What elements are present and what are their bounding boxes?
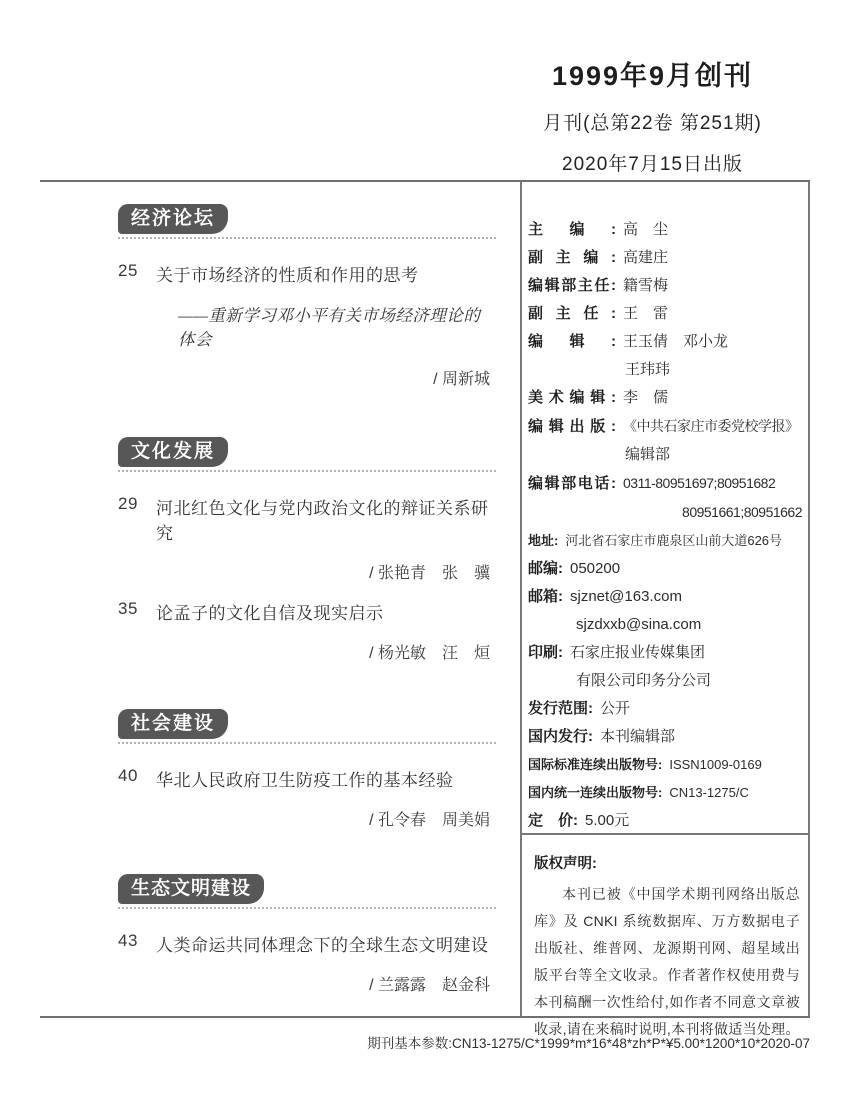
masthead-label: 国际标准连续出版物号: — [528, 757, 663, 772]
article-authors: / 周新城 — [433, 371, 490, 388]
main-frame — [40, 180, 810, 1037]
masthead-value: sjznet@163.com — [570, 588, 682, 605]
masthead-value: 编辑部 — [625, 446, 671, 463]
toc-section-economy — [118, 204, 496, 389]
masthead-row-continuation — [528, 667, 806, 695]
masthead-label: 副主编: — [528, 249, 616, 266]
masthead-row — [528, 779, 806, 807]
masthead-label: 国内发行: — [528, 728, 593, 745]
masthead-row — [528, 328, 806, 356]
masthead-value: 有限公司印务分公司 — [576, 672, 712, 689]
masthead-value: 0311-80951697;80951682 — [623, 475, 776, 491]
section-badge: 经济论坛 — [118, 204, 228, 234]
article-subtitle: ——重新学习邓小平有关市场经济理论的体会 — [178, 306, 481, 349]
section-badge: 生态文明建设 — [118, 874, 264, 904]
dotted-rule — [118, 907, 496, 909]
masthead-row-continuation — [528, 441, 806, 469]
masthead-row — [528, 751, 806, 779]
masthead-value: 王玮玮 — [625, 361, 671, 378]
masthead-label: 定 价: — [528, 812, 578, 829]
toc-column — [40, 182, 520, 1016]
masthead-row — [528, 272, 806, 300]
article-authors: / 杨光敏 汪 烜 — [369, 645, 490, 662]
masthead-value: 石家庄报业传媒集团 — [570, 644, 706, 661]
masthead-label: 副主任: — [528, 305, 616, 322]
masthead-label: 主编: — [528, 221, 616, 238]
article-title: 论孟子的文化自信及现实启示 — [156, 604, 384, 623]
article-title: 河北红色文化与党内政治文化的辩证关系研究 — [156, 499, 489, 543]
masthead-row — [528, 469, 806, 498]
masthead-label: 编辑: — [528, 333, 616, 350]
toc-section-ecology — [118, 874, 496, 995]
section-badge: 社会建设 — [118, 709, 228, 739]
section-badge: 文化发展 — [118, 437, 228, 467]
article-title: 人类命运共同体理念下的全球生态文明建设 — [156, 936, 489, 955]
masthead-row-continuation — [528, 611, 806, 639]
toc-section-society — [118, 709, 496, 830]
journal-parameters-line: 期刊基本参数:CN13-1275/C*1999*m*16*48*zh*P*¥5.00*1200*10*2020-07 — [367, 1036, 810, 1051]
masthead-value: 本刊编辑部 — [600, 728, 676, 745]
masthead-value: 王玉倩 邓小龙 — [623, 333, 729, 350]
page-number: 40 — [118, 766, 138, 785]
masthead-row-continuation — [528, 498, 806, 527]
copyright-notice — [522, 833, 808, 1043]
page-number: 29 — [118, 494, 138, 513]
publish-date-line: 2020年7月15日出版 — [562, 154, 743, 175]
toc-entry — [118, 766, 496, 791]
masthead-row — [528, 527, 806, 555]
toc-entry — [118, 494, 496, 544]
masthead-row — [528, 807, 806, 835]
article-title: 关于市场经济的性质和作用的思考 — [156, 266, 419, 285]
toc-entry — [118, 931, 496, 956]
masthead-value: 河北省石家庄市鹿泉区山前大道626号 — [565, 533, 783, 548]
article-title: 华北人民政府卫生防疫工作的基本经验 — [156, 771, 454, 790]
masthead-value: 高建庄 — [623, 249, 669, 266]
toc-entry — [118, 261, 496, 286]
masthead-row — [528, 583, 806, 611]
masthead-label: 印刷: — [528, 644, 563, 661]
masthead-value: CN13-1275/C — [669, 785, 749, 800]
masthead-label: 编辑部主任: — [528, 277, 616, 294]
masthead-value: ISSN1009-0169 — [669, 757, 762, 772]
masthead-value: 李 儒 — [623, 389, 669, 406]
masthead-value: sjzdxxb@sina.com — [576, 616, 702, 633]
toc-section-culture — [118, 437, 496, 663]
masthead-label: 邮编: — [528, 560, 563, 577]
page-number: 43 — [118, 931, 138, 950]
page-number: 25 — [118, 261, 138, 280]
masthead-row — [528, 216, 806, 244]
toc-entry — [118, 599, 496, 624]
masthead-row — [528, 723, 806, 751]
page-number: 35 — [118, 599, 138, 618]
masthead-label: 邮箱: — [528, 588, 563, 605]
issue-info-line: 月刊(总第22卷 第251期) — [543, 113, 762, 134]
masthead-label: 国内统一连续出版物号: — [528, 785, 663, 800]
masthead-label: 编辑出版: — [528, 418, 616, 435]
toc-list — [118, 182, 496, 995]
masthead-row — [528, 300, 806, 328]
masthead-label: 发行范围: — [528, 700, 593, 717]
copyright-body: 本刊已被《中国学术期刊网络出版总库》及 CNKI 系统数据库、万方数据电子出版社、维普网、龙源期刊网、超星域出版平台等全文收录。作者著作权使用费与本刊稿酬一次性给付,如作者不同意文章被收录,请在来稿时说明,本刊将做适当处理。 — [534, 886, 800, 1037]
masthead-label: 美术编辑: — [528, 389, 616, 406]
article-authors: / 孔令春 周美娟 — [369, 812, 490, 829]
masthead-row — [528, 412, 806, 441]
masthead-value: 公开 — [600, 700, 631, 717]
copyright-title: 版权声明: — [534, 856, 597, 872]
publication-header — [460, 54, 845, 176]
article-authors: / 兰露露 赵金科 — [369, 977, 490, 994]
masthead-row — [528, 384, 806, 412]
masthead-value: 籍雪梅 — [623, 277, 669, 294]
masthead-label: 地址: — [528, 533, 559, 548]
masthead-value: 高 尘 — [623, 221, 669, 238]
masthead-row — [528, 639, 806, 667]
masthead-value: 《中共石家庄市委党校学报》 — [623, 418, 799, 434]
masthead-label: 编辑部电话: — [528, 475, 616, 492]
masthead-value: 5.00元 — [585, 812, 630, 829]
dotted-rule — [118, 237, 496, 239]
masthead-row-continuation — [528, 356, 806, 384]
article-authors: / 张艳青 张 骥 — [369, 565, 490, 582]
masthead-column — [520, 182, 810, 1037]
masthead-value: 050200 — [570, 560, 621, 577]
masthead-block — [522, 182, 808, 833]
founded-line: 1999年9月创刊 — [551, 61, 754, 91]
masthead-row — [528, 244, 806, 272]
dotted-rule — [118, 470, 496, 472]
masthead-value: 王 雷 — [623, 305, 669, 322]
masthead-row — [528, 695, 806, 723]
masthead-row — [528, 555, 806, 583]
dotted-rule — [118, 742, 496, 744]
masthead-value: 80951661;80951662 — [682, 504, 802, 520]
